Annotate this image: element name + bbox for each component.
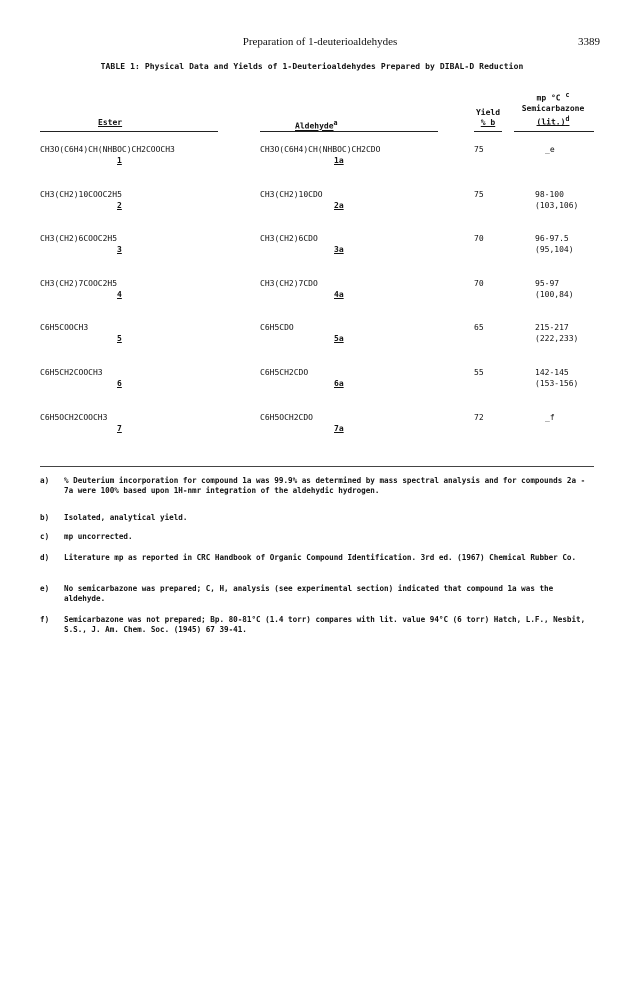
footnote-label: f): [40, 615, 50, 624]
table-row: [0, 278, 624, 318]
ester-compound-number: 4: [117, 290, 122, 299]
table-caption: TABLE 1: Physical Data and Yields of 1-Deuterioaldehydes Prepared by DIBAL-D Reduction: [100, 62, 524, 71]
ester-formula: CH3(CH2)7COOC2H5: [40, 279, 118, 288]
aldehyde-formula: C6H5CH2CDO: [260, 368, 309, 377]
footnote-text: mp uncorrected.: [64, 532, 133, 541]
table-row: [0, 322, 624, 362]
footnote-text: No semicarbazone was prepared; C, H, analysis (see experimental section) indicated that compound 1a was the aldehyde.: [64, 584, 554, 603]
mp-header-note: c: [565, 91, 570, 99]
aldehyde-formula: CH3O(C6H4)CH(NHBOC)CH2CDO: [260, 145, 381, 154]
aldehyde-header-note: a: [333, 119, 338, 127]
ester-compound-number: 6: [117, 379, 122, 388]
ester-formula: C6H5OCH2COOCH3: [40, 413, 108, 422]
aldehyde-formula: CH3(CH2)6CDO: [260, 234, 318, 243]
table-row: [0, 189, 624, 229]
yield-value: 65: [474, 323, 484, 332]
aldehyde-formula: C6H5OCH2CDO: [260, 413, 313, 422]
semicarbazone-mp: 96-97.5: [535, 234, 569, 243]
aldehyde-formula: C6H5CDO: [260, 323, 294, 332]
table-row: [0, 144, 624, 184]
yield-value: 55: [474, 368, 484, 377]
yield-value: 70: [474, 279, 484, 288]
semicarbazone-mp: 142-145: [535, 368, 569, 377]
mp-header-line1: mp °C: [536, 93, 561, 103]
footnote-text: Literature mp as reported in CRC Handbook of Organic Compound Identification. 3rd ed. (1967) Chemical Rubber Co.: [64, 553, 577, 562]
mp-header-line3-note: d: [565, 114, 570, 123]
semicarbazone-mp: _e: [545, 145, 555, 154]
page-header: [40, 36, 600, 52]
semicarbazone-mp-lit: (222,233): [535, 334, 579, 343]
mp-column-header: [515, 90, 591, 127]
yield-value: 75: [474, 190, 484, 199]
table-row: [0, 367, 624, 407]
ester-formula: CH3O(C6H4)CH(NHBOC)CH2COOCH3: [40, 145, 175, 154]
table-row: [0, 233, 624, 273]
ester-compound-number: 7: [117, 424, 122, 433]
yield-header-line2: % b: [480, 118, 496, 127]
ester-formula: C6H5COOCH3: [40, 323, 89, 332]
yield-header-rule: [474, 131, 502, 132]
yield-value: 70: [474, 234, 484, 243]
semicarbazone-mp: 215-217: [535, 323, 569, 332]
footnote-text: Semicarbazone was not prepared; Bp. 80-81°C (1.4 torr) compares with lit. value 94°C (6 torr) Hatch, L.F., Nesbit, S.S., J. Am. Chem. Soc. (1945) 67 39-41.: [64, 615, 586, 634]
footnote-label: c): [40, 532, 50, 541]
aldehyde-compound-number: 3a: [334, 245, 344, 254]
semicarbazone-mp-lit: (153-156): [535, 379, 579, 388]
semicarbazone-mp: 95-97: [535, 279, 560, 288]
yield-value: 75: [474, 145, 484, 154]
aldehyde-compound-number: 4a: [334, 290, 344, 299]
semicarbazone-mp-lit: (103,106): [535, 201, 579, 210]
ester-compound-number: 1: [117, 156, 122, 165]
table-row: [0, 412, 624, 452]
ester-compound-number: 5: [117, 334, 122, 343]
semicarbazone-mp: _f: [545, 413, 555, 422]
footnote-text: Isolated, analytical yield.: [64, 513, 188, 522]
footnote-label: b): [40, 513, 50, 522]
aldehyde-compound-number: 7a: [334, 424, 344, 433]
footnote-label: d): [40, 553, 50, 562]
aldehyde-formula: CH3(CH2)10CDO: [260, 190, 323, 199]
aldehyde-formula: CH3(CH2)7CDO: [260, 279, 318, 288]
mp-header-line3: (lit.): [536, 117, 566, 127]
yield-value: 72: [474, 413, 484, 422]
footnote-label: e): [40, 584, 50, 593]
semicarbazone-mp-lit: (95,104): [535, 245, 574, 254]
table-bottom-rule: [40, 466, 594, 467]
ester-formula: C6H5CH2COOCH3: [40, 368, 103, 377]
mp-header-rule: [514, 131, 594, 132]
semicarbazone-mp-lit: (100,84): [535, 290, 574, 299]
ester-compound-number: 3: [117, 245, 122, 254]
page-number: 3389: [578, 36, 600, 48]
semicarbazone-mp: 98-100: [535, 190, 564, 199]
yield-header-line1: Yield: [475, 108, 501, 117]
yield-column-header: [473, 108, 503, 128]
ester-formula: CH3(CH2)6COOC2H5: [40, 234, 118, 243]
aldehyde-compound-number: 5a: [334, 334, 344, 343]
ester-header-rule: [40, 131, 218, 132]
aldehyde-header-rule: [260, 131, 438, 132]
ester-column-header: Ester: [98, 118, 123, 127]
aldehyde-compound-number: 6a: [334, 379, 344, 388]
mp-header-line2: Semicarbazone: [521, 103, 585, 113]
ester-formula: CH3(CH2)10COOC2H5: [40, 190, 122, 199]
aldehyde-compound-number: 1a: [334, 156, 344, 165]
ester-compound-number: 2: [117, 201, 122, 210]
footnote-text: % Deuterium incorporation for compound 1a was 99.9% as determined by mass spectral analysis and for compounds 2a - 7a were 100% based upon 1H-nmr integration of the aldehydic hydrogen.: [64, 476, 586, 495]
running-title: Preparation of 1-deuterioaldehydes: [242, 36, 398, 48]
aldehyde-header-label: Aldehyde: [295, 121, 334, 131]
aldehyde-compound-number: 2a: [334, 201, 344, 210]
footnote-label: a): [40, 476, 50, 485]
aldehyde-column-header: [295, 118, 338, 132]
